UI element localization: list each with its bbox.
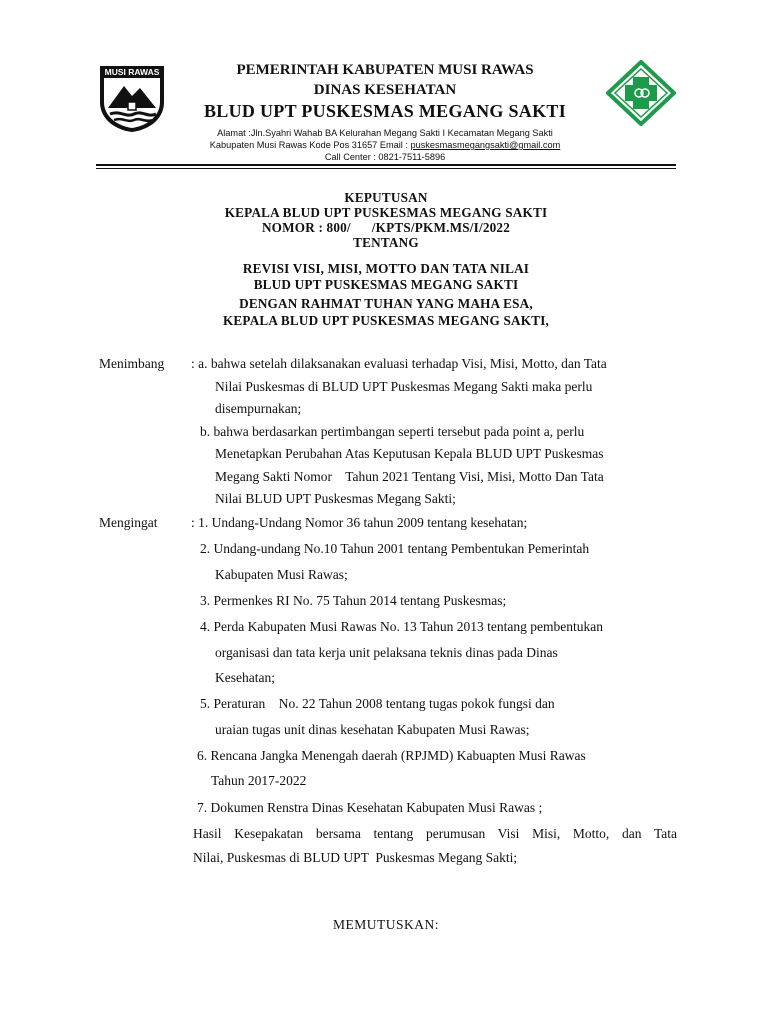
menimbang-item-a-line2: Nilai Puskesmas di BLUD UPT Puskesmas Megang Sakti maka perlu [215, 379, 593, 394]
mengingat-hasil-line1: Hasil Kesepakatan bersama tentang perumusan Visi Misi, Motto, dan Tata [193, 826, 677, 841]
mengingat-label: Mengingat [99, 515, 158, 530]
title-tentang: TENTANG [353, 235, 419, 250]
title-nomor: NOMOR : 800/ /KPTS/PKM.MS/I/2022 [261, 220, 511, 235]
letterhead-institution: BLUD UPT PUSKESMAS MEGANG SAKTI [203, 101, 567, 121]
mengingat-item-5-line2: uraian tugas unit dinas kesehatan Kabupaten Musi Rawas; [215, 722, 530, 737]
address-prefix: Kabupaten Musi Rawas Kode Pos 31657 Email : [209, 140, 411, 150]
letterhead-government: PEMERINTAH KABUPATEN MUSI RAWAS [236, 62, 534, 78]
title-revisi: REVISI VISI, MISI, MOTTO DAN TATA NILAI [242, 261, 530, 276]
letterhead-department: DINAS KESEHATAN [313, 82, 457, 98]
letterhead-divider [96, 164, 676, 166]
menimbang-item-b-line1: b. bahwa berdasarkan pertimbangan seperti tersebut pada point a, perlu [200, 424, 585, 439]
mengingat-hasil-line2: Nilai, Puskesmas di BLUD UPT Puskesmas Megang Sakti; [193, 850, 518, 865]
mengingat-item-6-line2: Tahun 2017-2022 [211, 773, 307, 788]
letterhead-call-center: Call Center : 0821-7511-5896 [324, 152, 446, 162]
title-blud: BLUD UPT PUSKESMAS MEGANG SAKTI [253, 277, 519, 292]
title-rahmat: DENGAN RAHMAT TUHAN YANG MAHA ESA, [239, 296, 533, 311]
menimbang-item-a-line3: disempurnakan; [215, 401, 302, 416]
email-link[interactable]: puskesmasmegangsakti@gmail.com [410, 140, 561, 150]
mengingat-item-4-line3: Kesehatan; [215, 670, 275, 685]
letterhead-address-email [170, 140, 600, 150]
title-kepala: KEPALA BLUD UPT PUSKESMAS MEGANG SAKTI [224, 205, 548, 220]
mengingat-item-4-line1: 4. Perda Kabupaten Musi Rawas No. 13 Tahun 2013 tentang pembentukan [200, 619, 603, 634]
musi-rawas-emblem-icon [96, 62, 168, 134]
puskesmas-logo-icon [606, 60, 676, 126]
mengingat-item-4-line2: organisasi dan tata kerja unit pelaksana teknis dinas pada Dinas [215, 645, 558, 660]
menimbang-item-b-line3: Megang Sakti Nomor Tahun 2021 Tentang Visi, Misi, Motto Dan Tata [215, 469, 604, 484]
menimbang-item-b-line2: Menetapkan Perubahan Atas Keputusan Kepala BLUD UPT Puskesmas [215, 446, 604, 461]
mengingat-item-3: 3. Permenkes RI No. 75 Tahun 2014 tentang Puskesmas; [200, 593, 507, 608]
title-keputusan: KEPUTUSAN [344, 190, 428, 205]
letterhead-address: Alamat :Jln.Syahri Wahab BA Kelurahan Megang Sakti I Kecamatan Megang Sakti [217, 128, 553, 138]
mengingat-item-5-line1: 5. Peraturan No. 22 Tahun 2008 tentang tugas pokok fungsi dan [200, 696, 555, 711]
mengingat-item-1: : 1. Undang-Undang Nomor 36 tahun 2009 tentang kesehatan; [191, 515, 528, 530]
mengingat-item-7: 7. Dokumen Renstra Dinas Kesehatan Kabupaten Musi Rawas ; [197, 800, 543, 815]
menimbang-item-b-line4: Nilai BLUD UPT Puskesmas Megang Sakti; [215, 491, 456, 506]
memutuskan-heading: MEMUTUSKAN: [332, 917, 439, 932]
letterhead-divider-thin [96, 168, 676, 169]
emblem-lettering: MUSI RAWAS [104, 67, 160, 77]
mengingat-item-2-line2: Kabupaten Musi Rawas; [215, 567, 348, 582]
mengingat-item-2-line1: 2. Undang-undang No.10 Tahun 2001 tentang Pembentukan Pemerintah [200, 541, 590, 556]
title-kepala-signatory: KEPALA BLUD UPT PUSKESMAS MEGANG SAKTI, [222, 313, 550, 328]
menimbang-label: Menimbang [99, 356, 165, 371]
mengingat-item-6-line1: 6. Rencana Jangka Menengah daerah (RPJMD) Kabuapten Musi Rawas [197, 748, 586, 763]
menimbang-item-a-line1: : a. bahwa setelah dilaksanakan evaluasi terhadap Visi, Misi, Motto, dan Tata [191, 356, 607, 371]
